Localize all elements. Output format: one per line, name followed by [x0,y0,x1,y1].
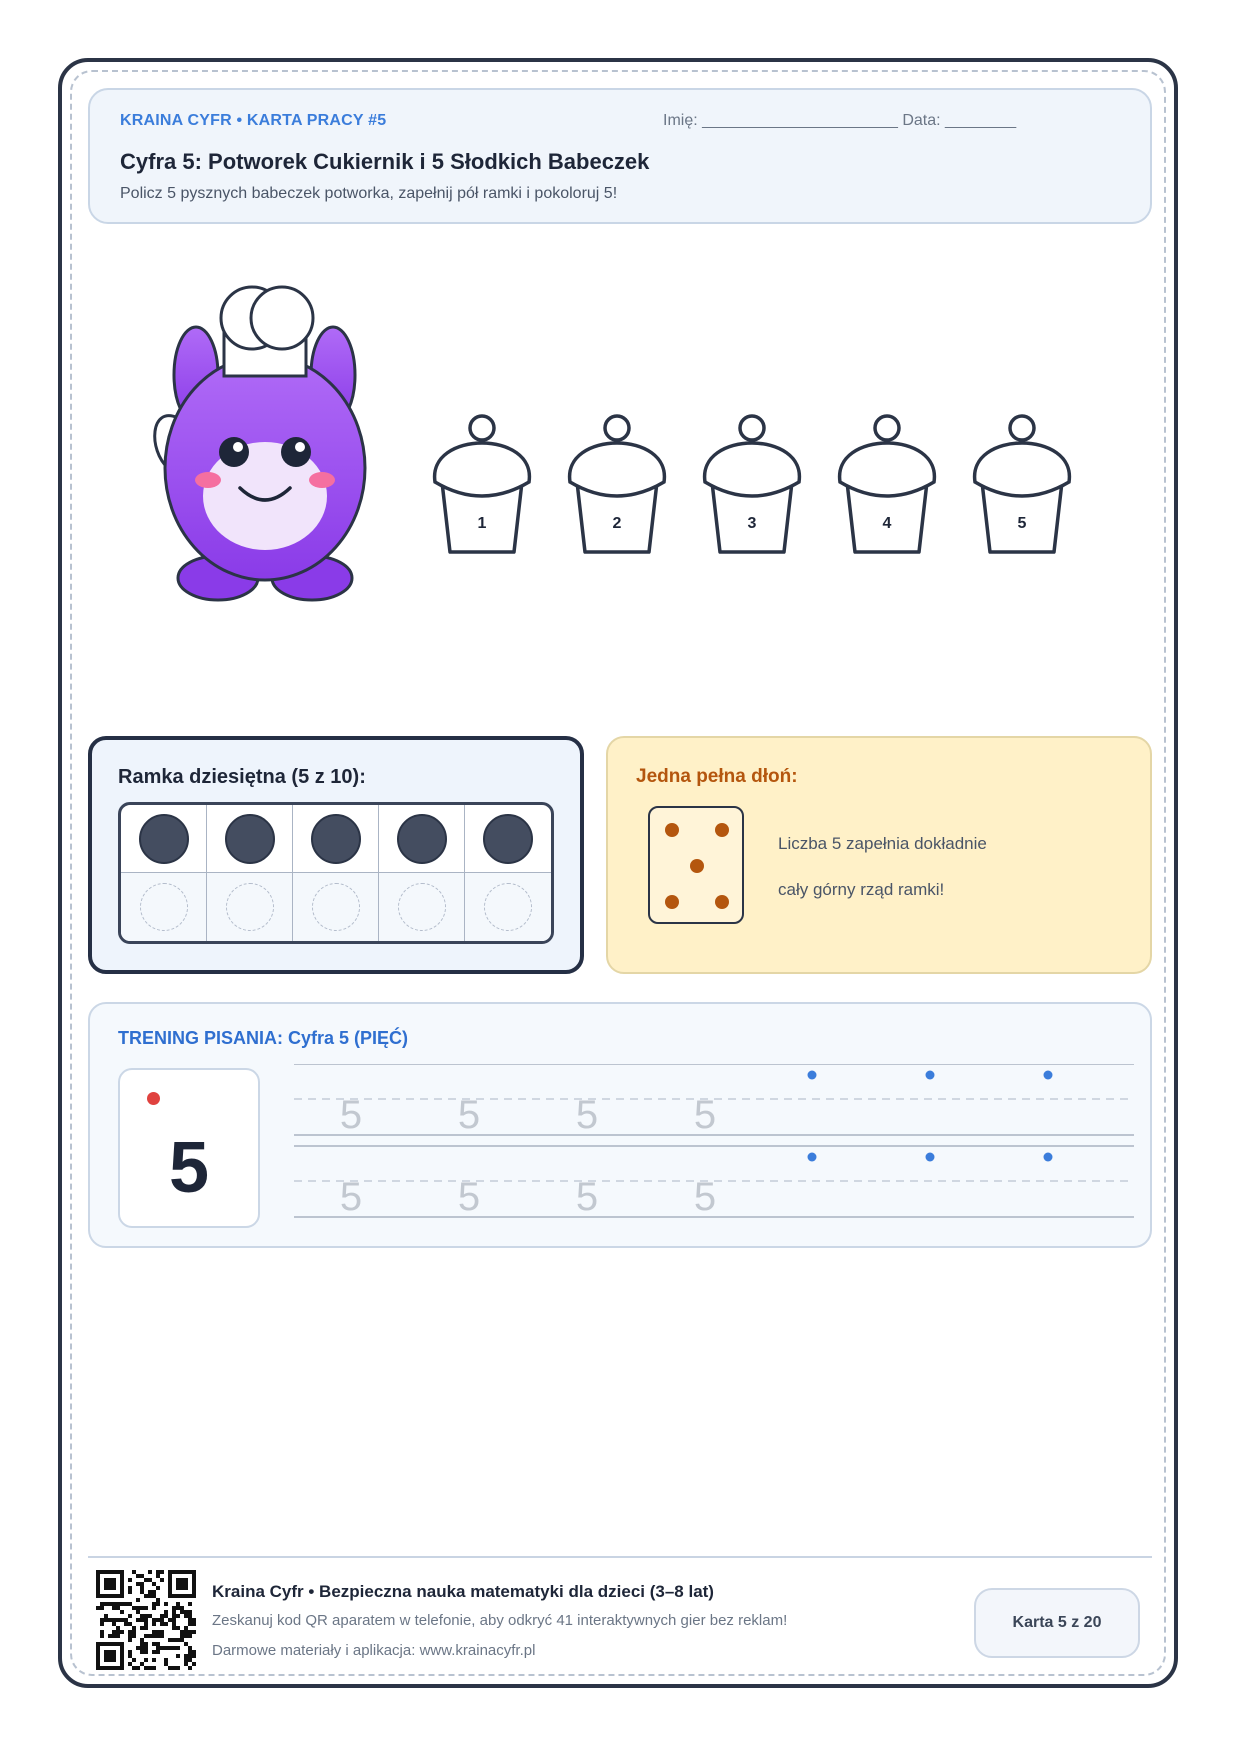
qr-code-icon[interactable] [96,1570,196,1670]
name-date-field: Imię: ______________________ Data: ________ [663,112,1017,129]
tracing-area[interactable] [294,1064,1134,1224]
cupcake-icon [435,416,530,552]
footer-website: Darmowe materiały i aplikacja: www.krainacyfr.pl [212,1642,536,1659]
ten-frame-cell[interactable] [207,873,293,941]
writing-practice-label: TRENING PISANIA: Cyfra 5 (PIĘĆ) [118,1028,409,1048]
trace-digit: 5 [575,1093,599,1137]
ten-frame-cell[interactable] [379,873,465,941]
start-dot-icon [1044,1153,1053,1162]
trace-digit: 5 [575,1175,599,1219]
dice-five-icon [648,806,744,924]
writing-practice-card [88,1002,1152,1248]
start-dot-icon [1044,1071,1053,1080]
cupcake-icon [705,416,800,552]
start-dot-icon [808,1153,817,1162]
empty-counter-slot [484,883,532,931]
cupcake-number: 3 [747,515,757,532]
model-digit: 5 [168,1128,210,1208]
cupcake-number: 4 [882,515,892,532]
cupcake-number: 2 [612,515,622,532]
cupcake-number: 5 [1017,515,1027,532]
cupcake-number: 1 [477,515,487,532]
cupcake-icon [570,416,665,552]
hand-card-text-2: cały górny rząd ramki! [778,880,945,899]
trace-digit: 5 [457,1093,481,1137]
trace-digit: 5 [457,1175,481,1219]
trace-digit: 5 [693,1175,717,1219]
start-dot-icon [808,1071,817,1080]
empty-counter-slot [226,883,274,931]
footer-title: Kraina Cyfr • Bezpieczna nauka matematyki dla dzieci (3–8 lat) [212,1582,714,1601]
ten-frame[interactable] [118,802,554,944]
empty-counter-slot [140,883,188,931]
monster-chef-icon [155,287,365,600]
hand-card-text-1: Liczba 5 zapełnia dokładnie [778,834,987,853]
illustration [0,0,1241,720]
start-point-icon [147,1092,160,1105]
ten-frame-cell[interactable] [465,805,551,873]
start-dot-icon [926,1071,935,1080]
page-number-badge: Karta 5 z 20 [974,1588,1140,1658]
page-subtitle: Policz 5 pysznych babeczek potworka, zapełnij pół ramki i pokoloruj 5! [120,185,618,202]
ten-frame-cell[interactable] [293,805,379,873]
hand-card [606,736,1152,974]
ten-frame-card [88,736,584,974]
ten-frame-cell[interactable] [121,873,207,941]
counter-dot [397,814,447,864]
empty-counter-slot [312,883,360,931]
hand-card-label: Jedna pełna dłoń: [636,766,798,787]
worksheet-tag: KRAINA CYFR • KARTA PRACY #5 [120,112,387,129]
ten-frame-cell[interactable] [207,805,293,873]
trace-digit: 5 [693,1093,717,1137]
cupcake-icon [840,416,935,552]
counter-dot [483,814,533,864]
ten-frame-label: Ramka dziesiętna (5 z 10): [118,766,366,788]
model-digit-box [118,1068,260,1228]
trace-digit: 5 [339,1175,363,1219]
counter-dot [311,814,361,864]
page-title: Cyfra 5: Potworek Cukiernik i 5 Słodkich Babeczek [120,149,650,174]
counter-dot [139,814,189,864]
ten-frame-cell[interactable] [379,805,465,873]
ten-frame-cell[interactable] [293,873,379,941]
footer-qr-hint: Zeskanuj kod QR aparatem w telefonie, aby odkryć 41 interaktywnych gier bez reklam! [212,1612,788,1629]
cupcake-icon [975,416,1070,552]
start-dot-icon [926,1153,935,1162]
trace-digit: 5 [339,1093,363,1137]
footer-divider [88,1556,1152,1558]
ten-frame-cell[interactable] [121,805,207,873]
counter-dot [225,814,275,864]
empty-counter-slot [398,883,446,931]
ten-frame-cell[interactable] [465,873,551,941]
